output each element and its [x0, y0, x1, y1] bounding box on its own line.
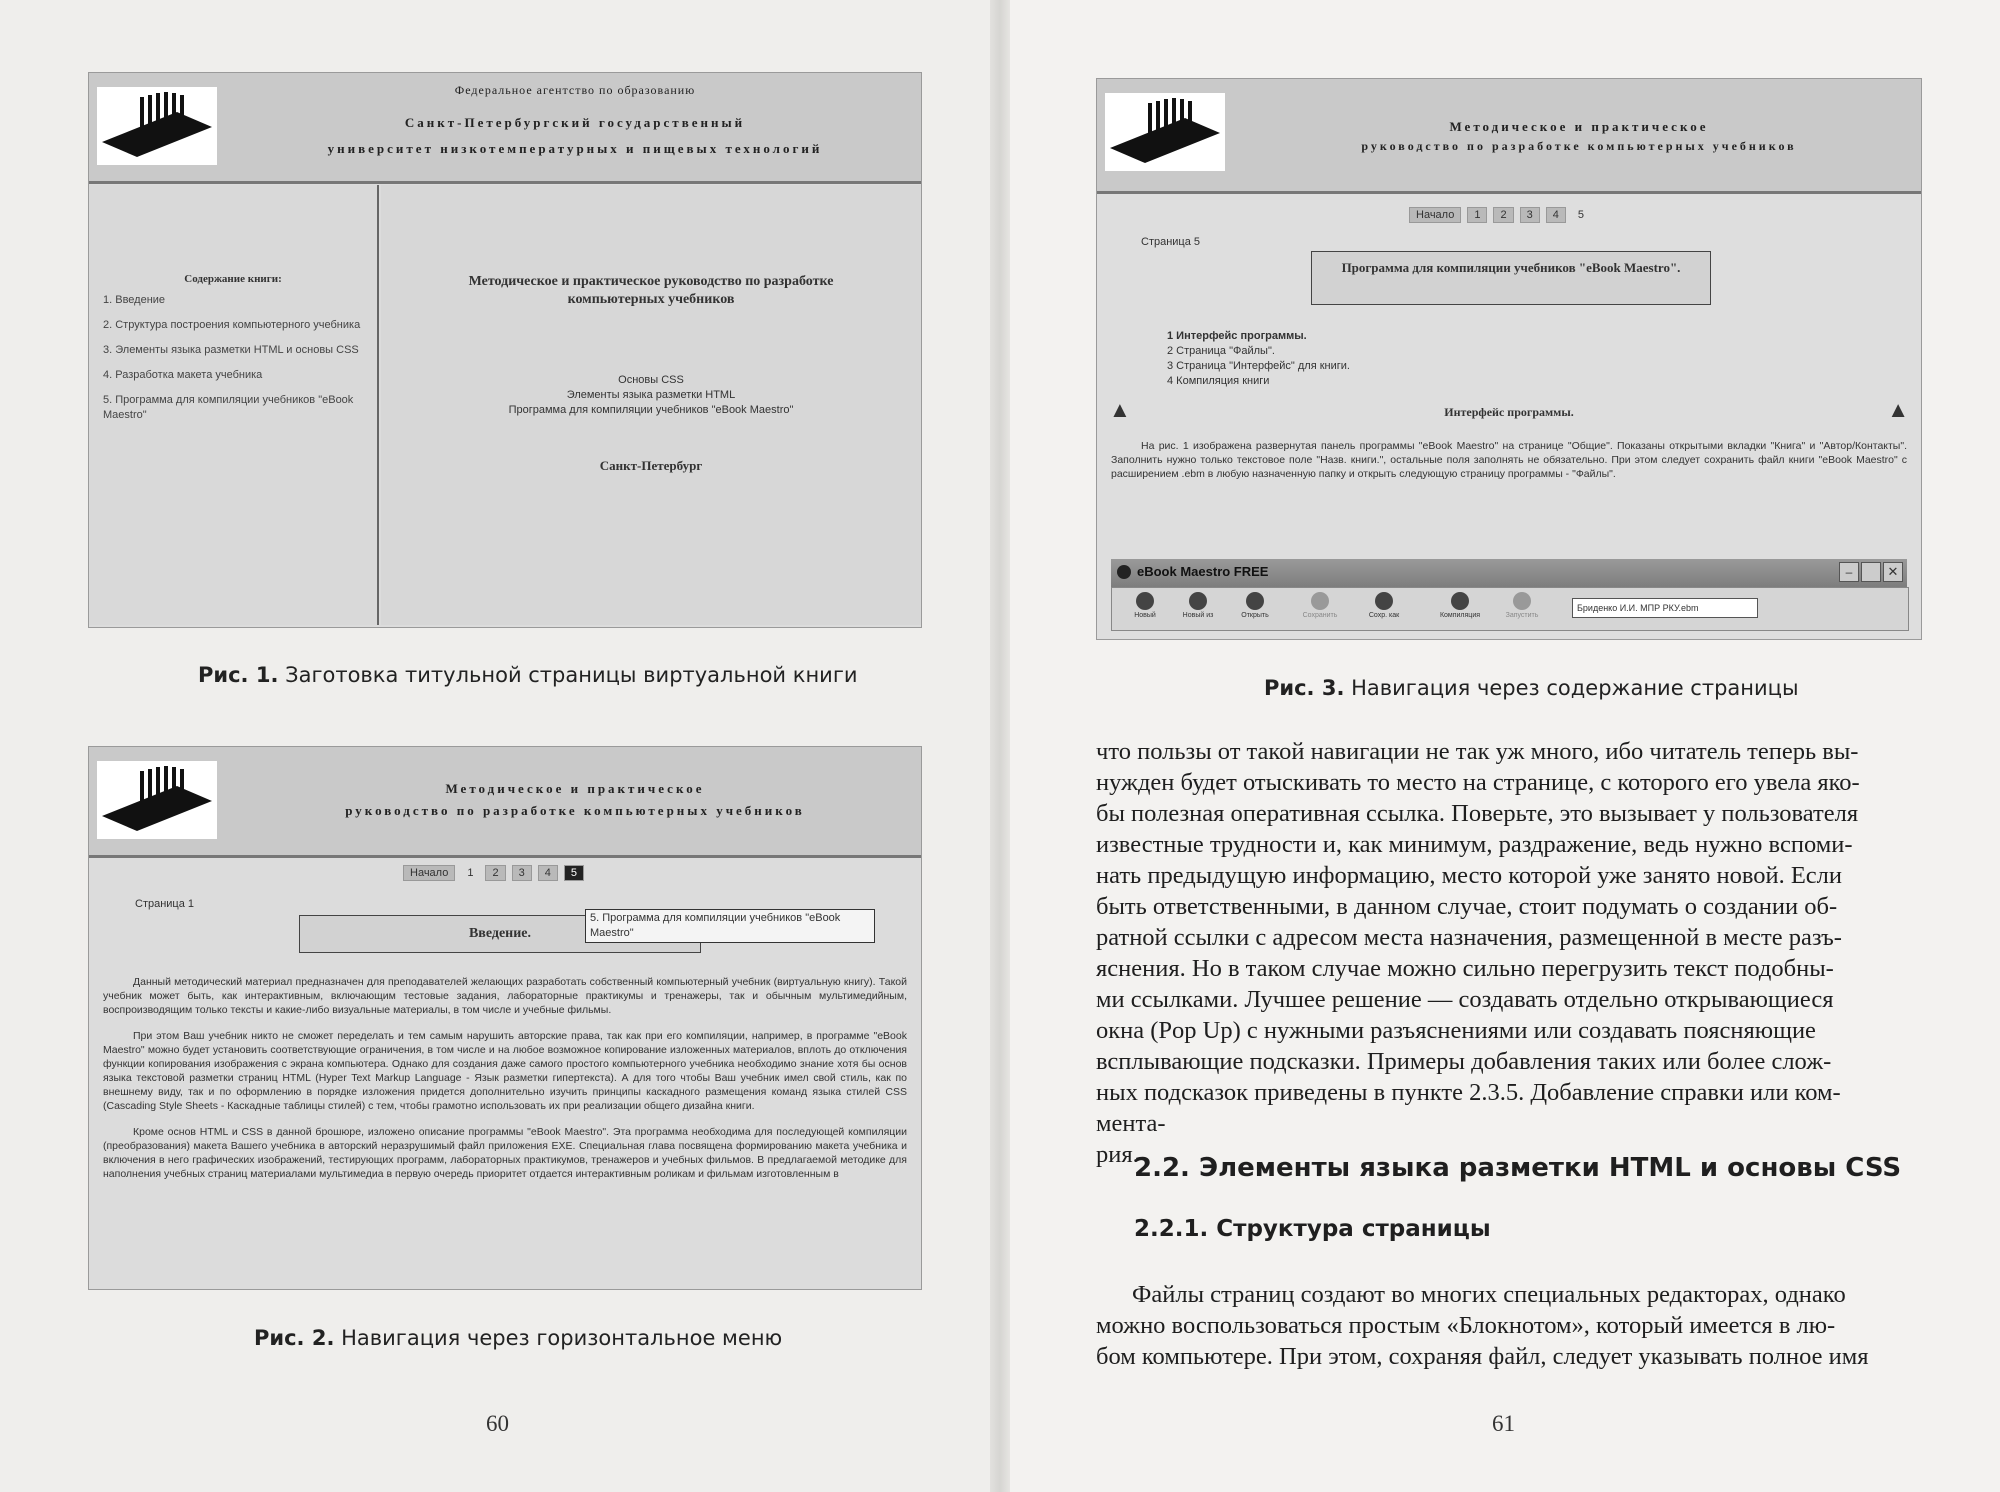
toolbar-button[interactable] [1122, 592, 1168, 619]
banner-title-1: Методическое и практическое [1449, 119, 1709, 134]
nav-page-1[interactable]: 1 [467, 867, 474, 879]
new-icon [1136, 592, 1154, 610]
app-toolbar [1111, 587, 1909, 631]
toolbar-label: Новый из [1182, 612, 1214, 619]
text-line: быть ответственными, в данном случае, стоит подумать о создании об- [1096, 893, 1838, 920]
caption-text: Заготовка титульной страницы виртуальной книги [285, 663, 858, 687]
figure-2-caption [254, 1326, 782, 1350]
subheading: Интерфейс программы. [1444, 405, 1574, 419]
page-label: Страница 1 [135, 898, 195, 910]
toolbar-label: Открыть [1241, 612, 1269, 619]
save-as-icon [1375, 592, 1393, 610]
title-item: Основы CSS [618, 374, 684, 386]
toc-item[interactable]: 2. Структура построения компьютерного учебника [103, 319, 361, 331]
caption-text: Навигация через горизонтальное меню [341, 1326, 783, 1350]
text-line: всплывающие подсказки. Примеры добавления таких или более слож- [1096, 1048, 1832, 1075]
contents-item[interactable]: 3 Страница "Интерфейс" для книги. [1167, 360, 1350, 372]
text-line: рия. [1096, 1141, 1139, 1168]
subsection-heading: 2.2.1. Структура страницы [1134, 1216, 1491, 1242]
intro-paragraph: Кроме основ HTML и CSS в данной брошюре, изложено описание программы "eBook Maestro". Эта программа необходима для последующей компиляции (преобразования) макета Вашего учебника в авторский неразрушимый файл приложения EXE. Специальная глава посвящена формированию макета учебника и включения в него графических изображений, тестирующих программ, лабораторных практикумов, тренажеров и учебных фильмов. В предлагаемой методике для наполнения учебных страниц материалами мультимедиа в первую очередь приоритет отдается интерактивным роликам и фильмам изготовленным в [103, 1126, 907, 1180]
toolbar-label: Сохр. как [1368, 612, 1400, 619]
text-line: бом компьютере. При этом, сохраняя файл, следует указывать полное имя [1096, 1343, 1869, 1370]
page-number-right: 61 [1492, 1411, 1515, 1436]
toolbar-button[interactable] [1230, 592, 1280, 619]
toolbar-button[interactable] [1356, 592, 1412, 619]
stripes-logo [97, 761, 217, 839]
horizontal-menu [403, 865, 584, 881]
description: На рис. 1 изображена развернутая панель программы "eBook Maestro" на странице "Общие". Показаны открытыми вкладки "Книга" и "Автор/Контакты". Заполнить нужно только текстовое поле "Назв. книги.", остальные поля заполнять не обязательно. При этом следует сохранить файл книги "eBook Maestro" с расширением .ebm в любую назначенную папку и открыть следующую страницу программы - "Файлы". [1111, 440, 1907, 480]
nav-page-5[interactable]: 5 [564, 865, 584, 881]
caption-number: Рис. 1. [198, 663, 279, 687]
toc-panel [89, 185, 379, 625]
compile-icon [1451, 592, 1469, 610]
text-line: окна (Pop Up) с нужными разъяснениями или создавать поясняющие [1096, 1017, 1816, 1044]
stripes-logo [1105, 93, 1225, 171]
text-line: нать предыдущую информацию, место которой уже занято новой. Если [1096, 862, 1843, 889]
section-title: Введение. [468, 926, 532, 941]
intro-text [103, 975, 907, 1181]
banner-title-1: Методическое и практическое [445, 781, 705, 796]
toc-title: Содержание книги: [184, 273, 282, 285]
text-line: ратной ссылки с адресом места назначения, размещенной в месте разъ- [1096, 924, 1842, 951]
nav-page-4[interactable]: 4 [1546, 207, 1566, 223]
title-item: Элементы языка разметки HTML [566, 389, 736, 401]
contents-item[interactable]: 1 Интерфейс программы. [1167, 330, 1307, 342]
contents-item[interactable]: 4 Компиляция книги [1167, 375, 1270, 387]
file-name-field[interactable]: Бриденко И.И. МПР РКУ.ebm [1572, 598, 1758, 618]
figure-3-banner [1097, 79, 1921, 194]
horizontal-menu [1409, 207, 1590, 223]
text-line: известные трудности и, как минимум, раздражение, ведь нужно вспоми- [1096, 831, 1853, 858]
nav-page-5[interactable]: 5 [1577, 209, 1584, 221]
title-items [381, 373, 921, 418]
nav-page-2[interactable]: 2 [485, 865, 505, 881]
university-line-2: университет низкотемпературных и пищевых технологий [327, 141, 823, 156]
new-from-icon [1189, 592, 1207, 610]
toolbar-label: Запустить [1505, 612, 1539, 619]
text-line: можно воспользоваться простым «Блокнотом», который имеется в лю- [1096, 1312, 1836, 1339]
figure-3-screenshot [1096, 78, 1922, 640]
program-title-box [1311, 251, 1711, 305]
tooltip: 5. Программа для компиляции учебников "eBook Maestro" [585, 909, 875, 943]
nav-page-3[interactable]: 3 [1520, 207, 1540, 223]
text-line: ми ссылками. Лучшее решение — создавать отдельно открывающиеся [1096, 986, 1834, 1013]
save-icon [1311, 592, 1329, 610]
section-heading: 2.2. Элементы языка разметки HTML и основы CSS [1134, 1153, 1902, 1183]
agency-name: Федеральное агентство по образованию [454, 83, 696, 97]
nav-page-1[interactable]: 1 [1467, 207, 1487, 223]
window-title: eBook Maestro FREE [1137, 564, 1269, 579]
intro-paragraph: При этом Ваш учебник никто не сможет переделать и тем самым нарушить авторские права, так как при его компиляции, например, в программе "eBook Maestro" можно будет установить соответствующие ограничения, в том числе и на любое возможное копирование изложенных материалов, вплоть до отключения функции копирования изображения с экрана компьютера. Однако для создания даже самого простого компьютерного учебника необходимо знание хотя бы основ языка текстовой разметки страниц HTML (Hyper Text Markup Language - Язык разметки гипертекста). А для того чтобы Ваш учебник имел свой стиль, как по внешнему виду, так и по оформлению в порядке изложения придется дополнительно изучить принципы каскадного размещения команд языка стилей CSS (Cascading Style Sheets - Каскадные таблицы стилей) с тем, чтобы грамотно использовать их при реализации общего дизайна книги. [103, 1030, 907, 1112]
page-number-left: 60 [486, 1411, 509, 1436]
app-window-titlebar [1111, 559, 1907, 587]
program-title: Программа для компиляции учебников "eBook Maestro". [1341, 260, 1681, 275]
toc-item[interactable]: 1. Введение [103, 294, 166, 306]
nav-home[interactable]: Начало [403, 865, 455, 881]
figure-1-caption [198, 663, 858, 687]
up-arrow-icon[interactable]: ▲ [1109, 397, 1131, 422]
figure-2-banner [89, 747, 921, 858]
app-icon [1117, 565, 1131, 579]
page-label: Страница 5 [1141, 236, 1201, 248]
toolbar-label: Компиляция [1439, 612, 1481, 619]
toolbar-label: Новый [1134, 612, 1156, 619]
banner-title-2: руководство по разработке компьютерных учебников [1361, 139, 1797, 153]
text-line: что пользы от такой навигации не так уж много, ибо читатель теперь вы- [1096, 738, 1859, 765]
nav-page-4[interactable]: 4 [538, 865, 558, 881]
main-title: Методическое и практическое руководство по разработке компьютерных учебников [468, 274, 834, 307]
stripes-logo [97, 87, 217, 165]
nav-home[interactable]: Начало [1409, 207, 1461, 223]
toc-item[interactable]: 4. Разработка макета учебника [103, 369, 263, 381]
close-button[interactable]: ✕ [1883, 562, 1903, 582]
text-line: мента- [1096, 1110, 1166, 1137]
book-gutter [990, 0, 1010, 1492]
text-line: Файлы страниц создают во многих специальных редакторах, однако [1132, 1281, 1846, 1308]
text-line: нужден будет отыскивать то место на странице, с которого его увела яко- [1096, 769, 1860, 796]
text-line: яснения. Но в таком случае можно сильно перегрузить текст подобны- [1096, 955, 1834, 982]
contents-item[interactable]: 2 Страница "Файлы". [1167, 345, 1275, 357]
figure-1-banner [89, 73, 921, 184]
title-item: Программа для компиляции учебников "eBook Maestro" [508, 404, 794, 416]
toc-item[interactable]: 3. Элементы языка разметки HTML и основы CSS [103, 344, 359, 356]
figure-1-screenshot [88, 72, 922, 628]
university-line-1: Санкт-Петербургский государственный [404, 115, 746, 130]
toc-item[interactable]: 5. Программа для компиляции учебников "eBook Maestro" [103, 394, 354, 421]
body-paragraph [1096, 1279, 1926, 1372]
maximize-button[interactable] [1861, 562, 1881, 582]
caption-number: Рис. 2. [254, 1326, 335, 1350]
banner-title-2: руководство по разработке компьютерных учебников [345, 803, 805, 818]
up-arrow-icon[interactable]: ▲ [1887, 397, 1909, 422]
caption-text: Навигация через содержание страницы [1351, 676, 1799, 700]
body-paragraph-continued [1096, 736, 1926, 1170]
intro-paragraph: Данный методический материал предназначен для преподавателей желающих разработать собственный компьютерный учебник (виртуальную книгу). Такой учебник может быть, как интерактивным, включающим тестовые задания, лабораторные практикумы и тренажеры, так и обычным мультимедийным, воспроизводящим только тексты и какие-либо визуальные материалы, в том числе и учебные фильмы. [103, 976, 907, 1016]
text-line: бы полезная оперативная ссылка. Поверьте, это вызывает у пользователя [1096, 800, 1859, 827]
figure-2-screenshot [88, 746, 922, 1290]
title-panel [381, 185, 921, 625]
toolbar-button[interactable] [1430, 592, 1490, 619]
toolbar-button[interactable] [1170, 592, 1226, 619]
city-label: Санкт-Петербург [599, 458, 703, 473]
caption-number: Рис. 3. [1264, 676, 1345, 700]
minimize-button[interactable]: – [1839, 562, 1859, 582]
toolbar-button[interactable] [1292, 592, 1348, 619]
figure-3-caption [1264, 676, 1799, 700]
toc-list [103, 293, 363, 423]
toolbar-label: Сохранить [1302, 612, 1338, 619]
open-icon [1246, 592, 1264, 610]
text-line: ных подсказок приведены в пункте 2.3.5. Добавление справки или ком- [1096, 1079, 1841, 1106]
nav-page-2[interactable]: 2 [1493, 207, 1513, 223]
toolbar-button[interactable] [1494, 592, 1550, 619]
nav-page-3[interactable]: 3 [512, 865, 532, 881]
contents-list [1167, 329, 1350, 389]
run-icon [1513, 592, 1531, 610]
